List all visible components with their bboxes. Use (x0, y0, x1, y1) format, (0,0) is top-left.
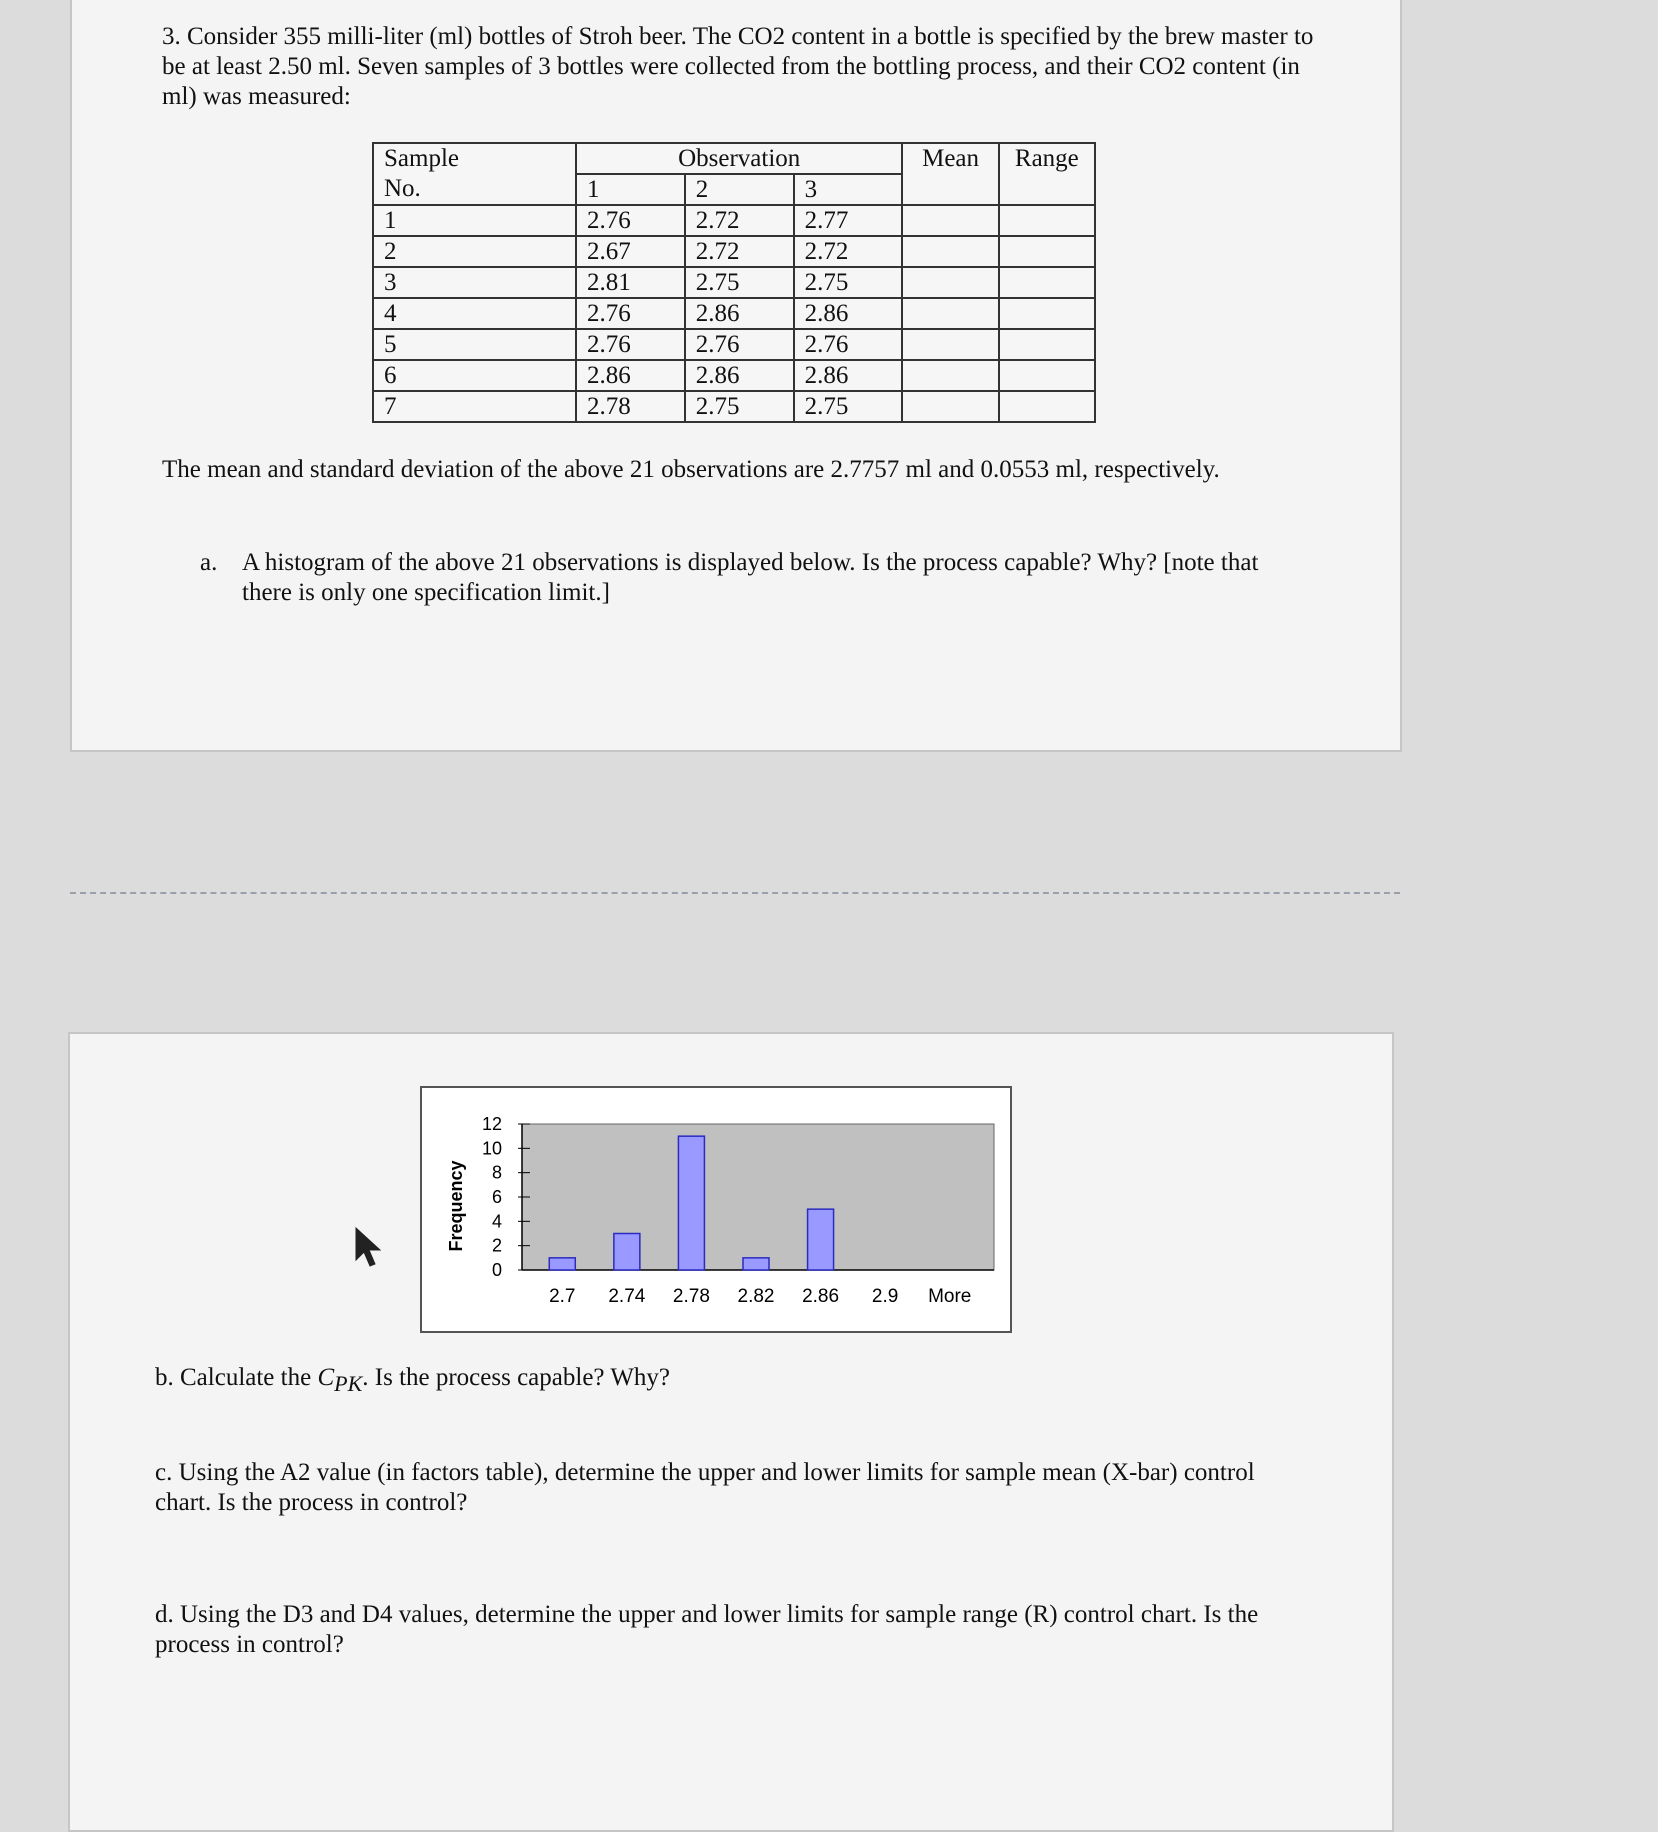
part-a-text: A histogram of the above 21 observations is displayed below. Is the process capable? Why? [note that there is only one specification limit.] (242, 549, 1259, 606)
bar-2.7 (549, 1258, 575, 1270)
table-row (373, 298, 1095, 329)
part-b-post: . Is the process capable? Why? (362, 1364, 671, 1391)
histogram-svg (422, 1088, 1010, 1331)
y-tick-label: 0 (491, 1260, 502, 1280)
cell-obs: 2.75 (685, 267, 794, 298)
part-b-pre: b. Calculate the (155, 1364, 318, 1391)
cell-range (999, 391, 1095, 422)
cell-sample-no: 4 (373, 298, 576, 329)
stats-sentence: The mean and standard deviation of the above 21 observations are 2.7757 ml and 0.0553 ml, respectively. (162, 456, 1220, 483)
cell-obs: 2.75 (794, 267, 903, 298)
y-tick-label: 6 (491, 1187, 502, 1207)
table-header-row-1 (373, 143, 1095, 174)
cell-range (999, 205, 1095, 236)
cell-obs: 2.78 (576, 391, 685, 422)
header-range: Range (999, 143, 1095, 205)
header-no: No. (373, 174, 576, 205)
x-tick-label: 2.74 (608, 1286, 646, 1307)
header-observation: Observation (576, 143, 902, 174)
bar-2.78 (678, 1136, 704, 1270)
cell-obs: 2.86 (576, 360, 685, 391)
bar-2.74 (614, 1234, 640, 1271)
cell-obs: 2.76 (794, 329, 903, 360)
table-row (373, 236, 1095, 267)
mouse-pointer-icon (354, 1226, 384, 1270)
co2-data-table (372, 142, 1096, 423)
cell-mean (902, 391, 998, 422)
cell-mean (902, 329, 998, 360)
cell-mean (902, 298, 998, 329)
y-tick-label: 12 (481, 1114, 502, 1134)
question-intro: 3. Consider 355 milli-liter (ml) bottles of Stroh beer. The CO2 content in a bottle is specified by the brew master to be at least 2.50 ml. Seven samples of 3 bottles were collected from the bottling process, and their CO2 content (in ml) was measured: (162, 23, 1314, 110)
cell-obs: 2.86 (794, 360, 903, 391)
part-b-subscript: PK (334, 1371, 363, 1396)
cell-range (999, 267, 1095, 298)
part-b (155, 1363, 1355, 1399)
cell-range (999, 236, 1095, 267)
cell-range (999, 329, 1095, 360)
table-row (373, 391, 1095, 422)
cell-obs: 2.72 (794, 236, 903, 267)
table-row (373, 360, 1095, 391)
part-b-symbol: C (317, 1364, 335, 1391)
histogram-chart (420, 1086, 1012, 1333)
x-tick-label: 2.82 (737, 1286, 775, 1307)
header-obs-1: 1 (576, 174, 685, 205)
cell-obs: 2.67 (576, 236, 685, 267)
page-break-dashed-line (70, 892, 1400, 894)
cell-range (999, 298, 1095, 329)
cell-obs: 2.76 (576, 329, 685, 360)
cell-obs: 2.75 (685, 391, 794, 422)
cell-obs: 2.86 (685, 298, 794, 329)
x-ticks-group (549, 1286, 971, 1307)
y-tick-label: 4 (491, 1211, 502, 1232)
bar-2.86 (808, 1209, 834, 1270)
header-mean: Mean (902, 143, 998, 205)
cell-sample-no: 5 (373, 329, 576, 360)
cell-sample-no: 2 (373, 236, 576, 267)
cell-obs: 2.86 (685, 360, 794, 391)
cell-mean (902, 236, 998, 267)
table-row (373, 329, 1095, 360)
cell-obs: 2.76 (685, 329, 794, 360)
y-tick-label: 10 (481, 1138, 502, 1159)
part-d: d. Using the D3 and D4 values, determine the upper and lower limits for sample range (R) control chart. Is the process in control? (155, 1601, 1259, 1658)
cell-sample-no: 3 (373, 267, 576, 298)
cell-obs: 2.86 (794, 298, 903, 329)
cell-obs: 2.75 (794, 391, 903, 422)
cell-mean (902, 205, 998, 236)
cell-obs: 2.81 (576, 267, 685, 298)
cell-obs: 2.76 (576, 298, 685, 329)
cell-obs: 2.72 (685, 205, 794, 236)
x-tick-label: More (928, 1286, 972, 1307)
cell-obs: 2.76 (576, 205, 685, 236)
table-row (373, 205, 1095, 236)
header-obs-3: 3 (794, 174, 903, 205)
cell-obs: 2.72 (685, 236, 794, 267)
bar-2.82 (743, 1258, 769, 1270)
cell-obs: 2.77 (794, 205, 903, 236)
y-axis-label: Frequency (446, 1160, 466, 1252)
cell-sample-no: 1 (373, 205, 576, 236)
cell-sample-no: 6 (373, 360, 576, 391)
x-tick-label: 2.78 (672, 1286, 710, 1307)
y-tick-label: 2 (491, 1235, 502, 1256)
plot-area (522, 1124, 994, 1270)
y-tick-label: 8 (491, 1162, 502, 1183)
cell-mean (902, 267, 998, 298)
x-tick-label: 2.9 (871, 1286, 899, 1307)
cell-sample-no: 7 (373, 391, 576, 422)
cell-range (999, 360, 1095, 391)
x-tick-label: 2.86 (802, 1286, 840, 1307)
cell-mean (902, 360, 998, 391)
header-sample: Sample (373, 143, 576, 174)
header-obs-2: 2 (685, 174, 794, 205)
part-a-label: a. (200, 549, 218, 576)
part-c: c. Using the A2 value (in factors table), determine the upper and lower limits for sample mean (X-bar) control chart. Is the process in control? (155, 1459, 1255, 1516)
table-row (373, 267, 1095, 298)
x-tick-label: 2.7 (549, 1286, 576, 1307)
